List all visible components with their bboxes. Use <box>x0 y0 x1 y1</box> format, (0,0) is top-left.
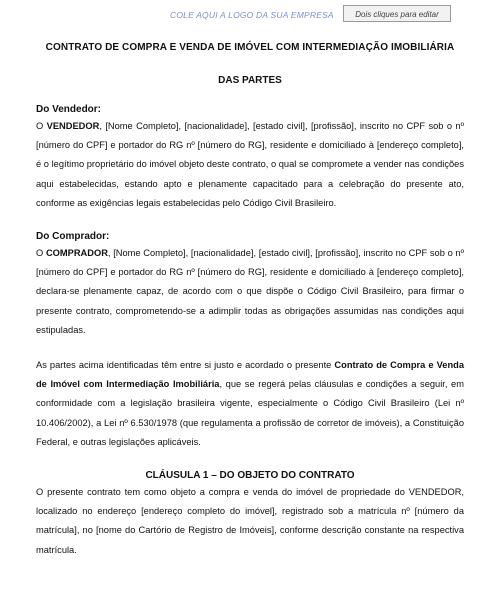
parties-title: DAS PARTES <box>218 75 282 86</box>
seller-heading: Do Vendedor: <box>36 104 102 115</box>
template-toolbar <box>0 4 500 26</box>
agreement-text-before: As partes acima identificadas têm entre si justo e acordado o presente <box>36 360 335 371</box>
agreement-text-after: , que se regerá pelas cláusulas e condições a seguir, em conformidade com a legislação brasileira vigente, especialmente o Código Civil Brasileiro (Lei nº 10.406/2002), a Lei nº 6.530/1978 (que regulamenta a profissão de corretor de imóveis), a Constituição Federal, e outras legislações aplicáveis. <box>36 379 464 447</box>
seller-intro: O <box>36 121 47 131</box>
buyer-text: , [Nome Completo], [nacionalidade], [estado civil], [profissão], inscrito no CPF sob o nº [número do CPF] e portador do RG nº [número do RG], residente e domiciliado à [endereço completo], declara-se plenamente capaz, de acordo com o que dispõe o Código Civil Brasileiro, para firmar o presente contrato, comprometendo-se a adimplir todas as obrigações assumidas nas condições aqui estipuladas. <box>36 248 464 335</box>
buyer-intro: O <box>36 248 46 259</box>
clause-1-title: CLÁUSULA 1 – DO OBJETO DO CONTRATO <box>145 470 355 482</box>
contract-name: Contrato de Compra e Venda de Imóvel com Intermediação Imobiliária <box>36 360 464 390</box>
seller-role: VENDEDOR <box>46 121 100 131</box>
seller-paragraph <box>36 117 464 213</box>
buyer-paragraph <box>36 244 464 340</box>
edit-button[interactable]: Dois cliques para editar <box>343 5 451 22</box>
agreement-paragraph <box>36 356 464 452</box>
seller-text: , [Nome Completo], [nacionalidade], [estado civil], [profissão], inscrito no CPF sob o nº [número do CPF] e portador do RG nº [número do RG], residente e domiciliado à [endereço completo], é o legítimo proprietário do imóvel objeto deste contrato, o qual se compromete a vender nas condições aqui estabelecidas, estando apto e plenamente capacitado para a celebração do presente ato, conforme as exigências legais estabelecidas pelo Código Civil Brasileiro. <box>36 121 464 208</box>
buyer-role: COMPRADOR <box>45 248 108 259</box>
document-title: CONTRATO DE COMPRA E VENDA DE IMÓVEL COM INTERMEDIAÇÃO IMOBILIÁRIA <box>45 42 455 53</box>
clause-1-paragraph: O presente contrato tem como objeto a compra e venda do imóvel de propriedade do VENDEDOR, localizado no endereço [endereço completo do imóvel], registrado sob a matrícula nº [número da matrícula], no [nome do Cartório de Registro de Imóveis], conforme descrição constante na respectiva matrícula. <box>36 487 464 555</box>
buyer-heading: Do Comprador: <box>36 231 110 243</box>
document-body <box>36 42 464 560</box>
logo-placeholder[interactable]: COLE AQUI A LOGO DA SUA EMPRESA <box>170 10 334 20</box>
